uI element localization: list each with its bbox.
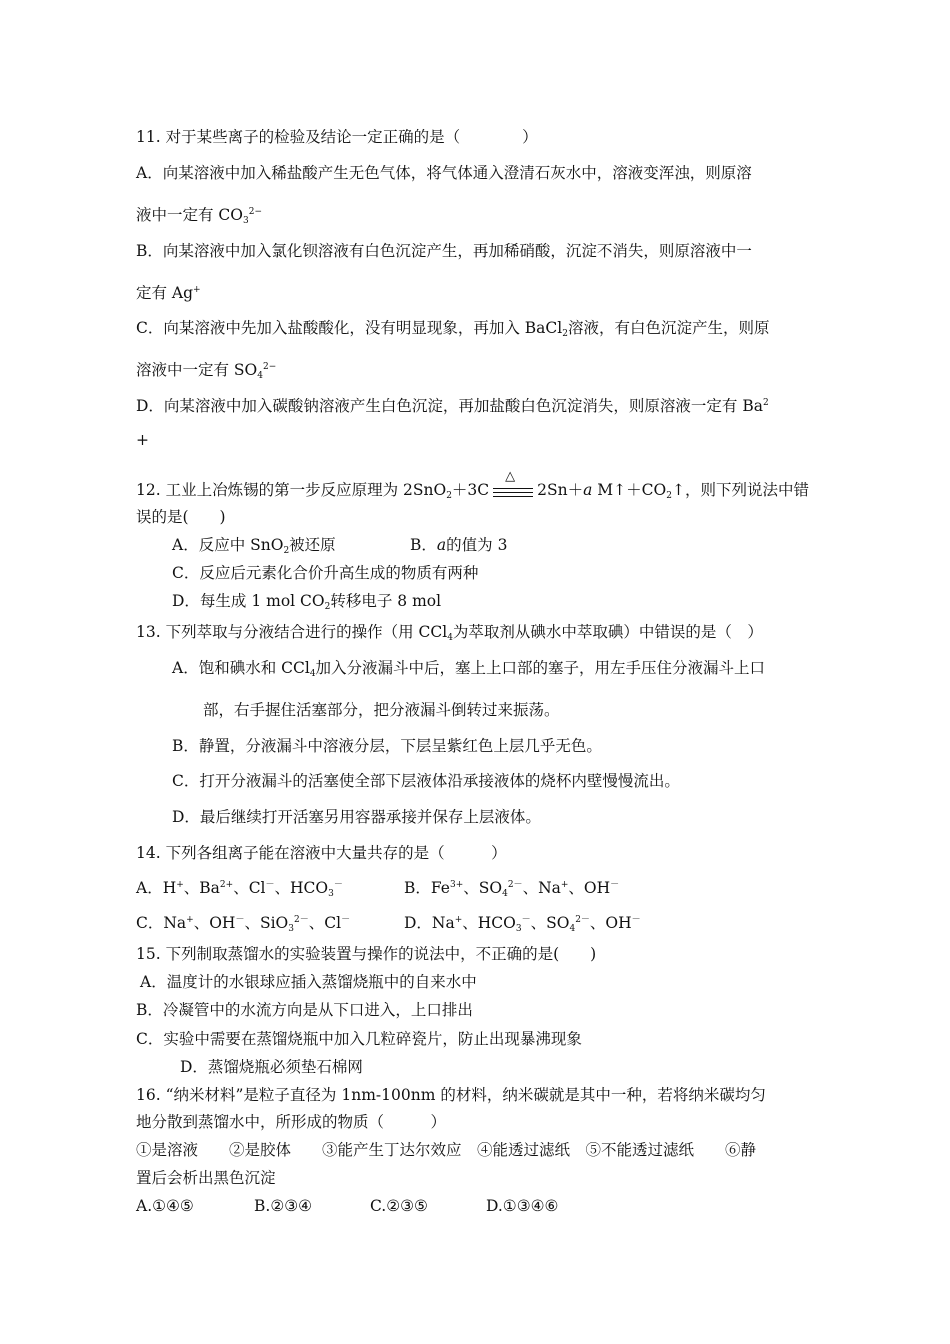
q16-option-a: A.①④⑤ xyxy=(136,1197,194,1215)
q11-option-d-line2: + xyxy=(136,431,149,449)
q15-option-d: D．蒸馏烧瓶必须垫石棉网 xyxy=(180,1058,363,1076)
q15-option-c: C．实验中需要在蒸馏烧瓶中加入几粒碎瓷片，防止出现暴沸现象 xyxy=(136,1030,582,1048)
q11-option-d-line1: D．向某溶液中加入碳酸钠溶液产生白色沉淀，再加盐酸白色沉淀消失，则原溶液一定有 Ba$^2$ xyxy=(136,397,769,415)
q13-option-a-line2: 部，右手握住活塞部分，把分液漏斗倒转过来振荡。 xyxy=(203,701,560,719)
q11-option-a-line1: A．向某溶液中加入稀盐酸产生无色气体，将气体通入澄清石灰水中，溶液变浑浊，则原溶 xyxy=(136,164,752,182)
q16-items-line1: ①是溶液 ②是胶体 ③能产生丁达尔效应 ④能透过滤纸 ⑤不能透过滤纸 ⑥静 xyxy=(136,1141,757,1159)
q13-option-d: D．最后继续打开活塞另用容器承接并保存上层液体。 xyxy=(172,808,541,826)
q16-stem-line2: 地分散到蒸馏水中，所形成的物质（ ） xyxy=(136,1113,447,1131)
q13-stem: 13. 下列萃取与分液结合进行的操作（用 CCl$_4$为萃取剂从碘水中萃取碘）中错误的是（ ） xyxy=(136,623,763,643)
q11-option-a-line2: 液中一定有 $CO_3^{2-}$ xyxy=(136,206,263,226)
q16-option-b: B.②③④ xyxy=(254,1197,313,1215)
q14-option-d: D．Na+、$HCO_3^-$、$SO_4^{2-}$、OH－ xyxy=(404,914,641,934)
q16-stem-line1: 16. “纳米材料”是粒子直径为 1nm-100nm 的材料，纳米碳就是其中一种，若将纳米碳均匀 xyxy=(136,1086,766,1104)
q13-option-a-line1: A．饱和碘水和 CCl$_4$加入分液漏斗中后，塞上上口部的塞子，用左手压住分液漏斗上口 xyxy=(172,659,766,679)
q16-option-d: D.①③④⑥ xyxy=(486,1197,559,1215)
q12-option-b: B．a的值为 3 xyxy=(410,536,508,554)
q13-option-b: B．静置，分液漏斗中溶液分层，下层呈紫红色上层几乎无色。 xyxy=(172,737,602,755)
q11-stem: 11. 对于某些离子的检验及结论一定正确的是（ ） xyxy=(136,128,538,146)
q12-option-a: A．反应中 SnO$_2$被还原 xyxy=(172,536,336,556)
q11-option-b-line2: 定有 Ag+ xyxy=(136,284,201,302)
q12-option-d: D．每生成 1 mol $CO_2$转移电子 8 mol xyxy=(172,592,442,612)
q14-option-c: C．Na+、OH－、SiO$_3^{2-}$、Cl－ xyxy=(136,914,351,934)
q16-items-line2: 置后会析出黑色沉淀 xyxy=(136,1169,276,1187)
q11-option-b-line1: B．向某溶液中加入氯化钡溶液有白色沉淀产生，再加稀硝酸，沉淀不消失，则原溶液中一 xyxy=(136,242,752,260)
reaction-heating-equals-sign: △ xyxy=(491,481,535,501)
q11-option-c-line1: C．向某溶液中先加入盐酸酸化，没有明显现象，再加入 BaCl$_2$溶液，有白色沉淀产生，则原 xyxy=(136,319,770,339)
q13-option-c: C．打开分液漏斗的活塞使全部下层液体沿承接液体的烧杯内壁慢慢流出。 xyxy=(172,772,680,790)
q12-stem: 12. 工业上冶炼锡的第一步反应原理为 2SnO$_2$＋3C △ 2Sn＋a $M↑+CO_2↑$，则下列说法中错 xyxy=(136,469,809,501)
q12-stem-line2: 误的是( ) xyxy=(136,508,226,526)
q14-option-a: A．H+、$Ba^{2+}$、Cl－、$HCO_3^-$ xyxy=(136,879,343,899)
q15-option-a: A．温度计的水银球应插入蒸馏烧瓶中的自来水中 xyxy=(140,973,477,991)
q16-option-c: C.②③⑤ xyxy=(370,1197,428,1215)
q15-stem: 15. 下列制取蒸馏水的实验装置与操作的说法中，不正确的是( ) xyxy=(136,945,597,963)
q15-option-b: B．冷凝管中的水流方向是从下口进入，上口排出 xyxy=(136,1001,473,1019)
q14-stem: 14. 下列各组离子能在溶液中大量共存的是（ ） xyxy=(136,844,507,862)
q12-option-c: C．反应后元素化合价升高生成的物质有两种 xyxy=(172,564,479,582)
q11-option-c-line2: 溶液中一定有 $SO_4^{2-}$ xyxy=(136,361,277,381)
q14-option-b: B．$Fe^{3+}$、$SO_4^{2-}$、Na+、OH－ xyxy=(404,879,620,899)
